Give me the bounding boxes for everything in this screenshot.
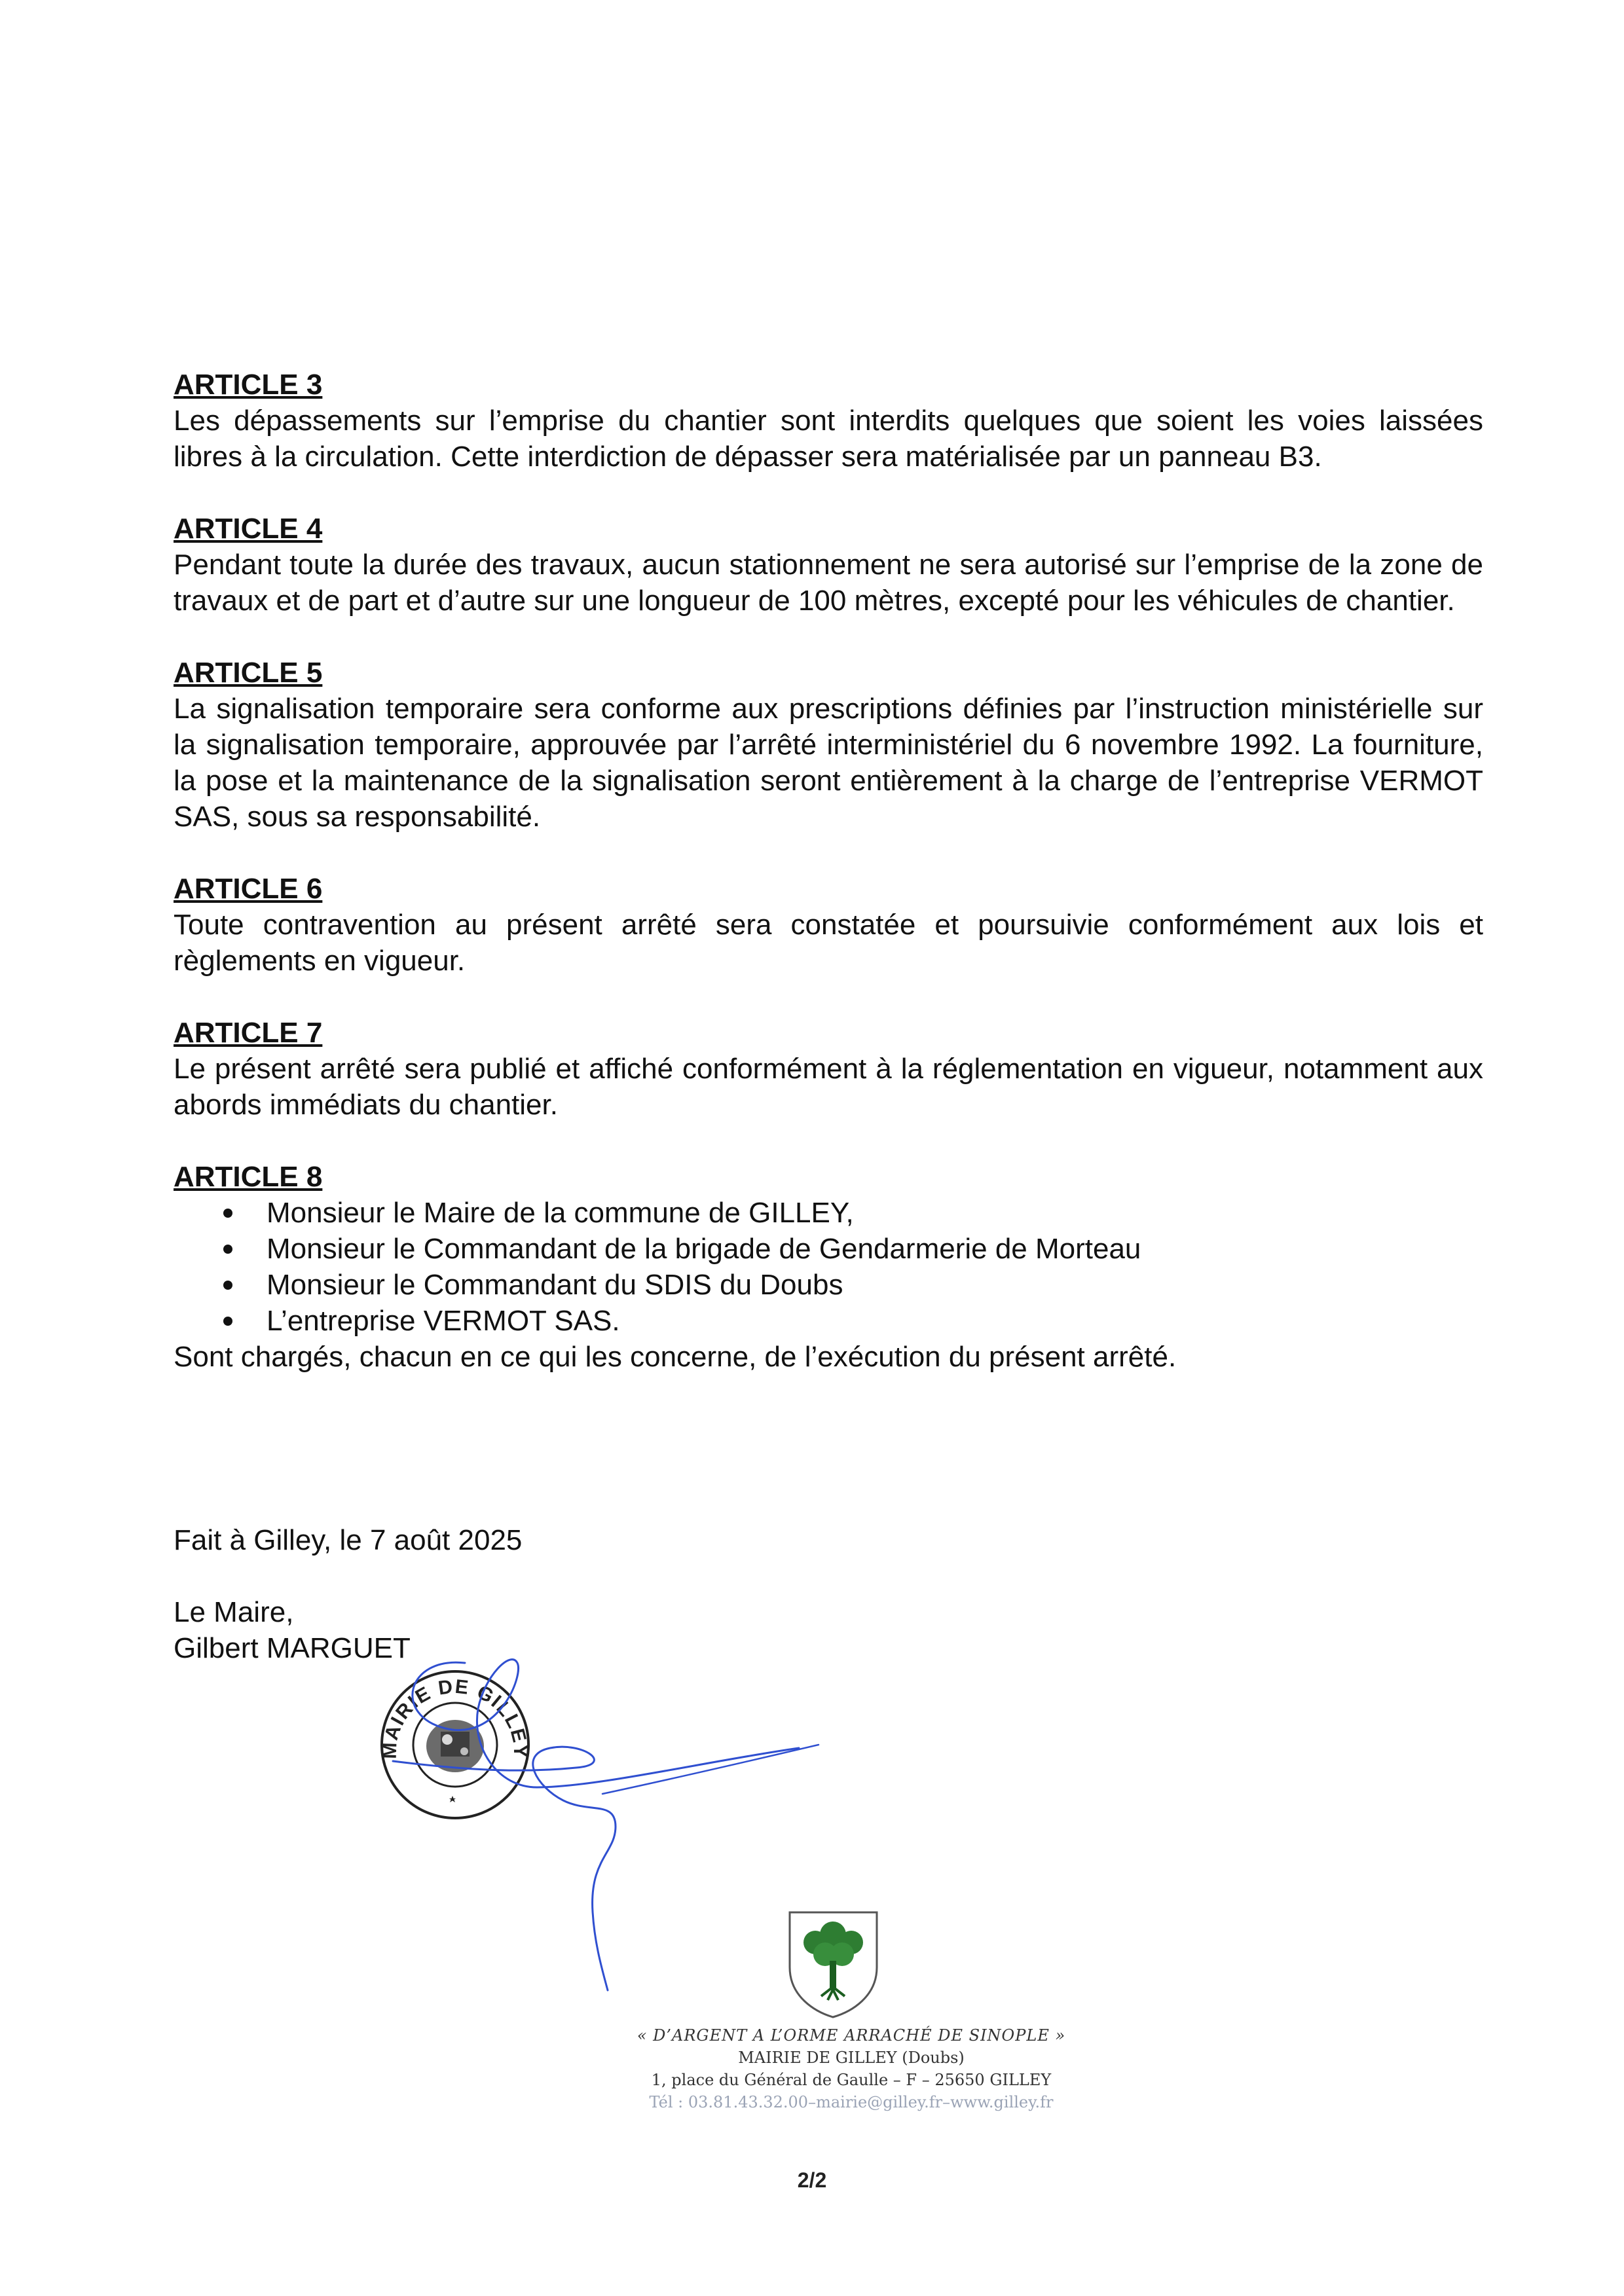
responsibles-list [174, 1195, 1483, 1339]
handwritten-signature-icon [367, 1637, 825, 2003]
article-8 [174, 1159, 1483, 1375]
list-item: Monsieur le Commandant de la brigade de Gendarmerie de Morteau [174, 1231, 1483, 1267]
article-text: Les dépassements sur l’emprise du chantier sont interdits quelques que soient les voies laissées libres à la circulation. Cette interdiction de dépasser sera matérialisée par un panneau B3. [174, 405, 1483, 473]
article-text: La signalisation temporaire sera conforme aux prescriptions définies par l’instruction ministérielle sur la signalisation temporaire, approuvée par l’arrêté interministériel du 6 novembre 1992. La fourniture, la pose et la maintenance de la signalisation seront entièrement à la charge de l’entreprise VERMOT SAS, sous sa responsabilité. [174, 693, 1483, 833]
article-title: ARTICLE 3 [174, 369, 323, 401]
bullet-icon [223, 1209, 232, 1218]
article-title: ARTICLE 4 [174, 513, 323, 545]
list-item: Monsieur le Maire de la commune de GILLEY, [174, 1195, 1483, 1231]
list-item: L’entreprise VERMOT SAS. [174, 1303, 1483, 1339]
municipal-crest-icon [786, 1908, 881, 2020]
signatory-role: Le Maire, [174, 1596, 294, 1628]
signatory-name: Gilbert MARGUET [174, 1632, 411, 1664]
article-3 [174, 367, 1483, 475]
place-date: Fait à Gilley, le 7 août 2025 [174, 1524, 523, 1556]
article-title: ARTICLE 7 [174, 1017, 323, 1049]
list-item: Monsieur le Commandant du SDIS du Doubs [174, 1267, 1483, 1303]
article-5 [174, 655, 1483, 835]
article-title: ARTICLE 5 [174, 657, 323, 689]
footer-contact: Tél : 03.81.43.32.00–mairie@gilley.fr–www.gilley.fr [649, 2093, 1054, 2111]
bullet-icon [223, 1317, 232, 1326]
execution-clause: Sont chargés, chacun en ce qui les concerne, de l’exécution du présent arrêté. [174, 1341, 1177, 1373]
bullet-icon [223, 1281, 232, 1290]
document-body [174, 367, 1483, 1411]
letterhead-footer [589, 2024, 1113, 2113]
article-text: Le présent arrêté sera publié et affiché conformément à la réglementation en vigueur, notamment aux abords immédiats du chantier. [174, 1053, 1483, 1121]
page-number: 2/2 [797, 2168, 827, 2192]
article-6 [174, 871, 1483, 979]
bullet-icon [223, 1245, 232, 1254]
footer-name: MAIRIE DE GILLEY (Doubs) [738, 2049, 965, 2067]
article-text: Pendant toute la durée des travaux, aucun stationnement ne sera autorisé sur l’emprise de la zone de travaux et de part et d’autre sur une longueur de 100 mètres, excepté pour les véhicules de chantier. [174, 549, 1483, 617]
article-text: Toute contravention au présent arrêté sera constatée et poursuivie conformément aux lois et règlements en vigueur. [174, 909, 1483, 977]
footer-address: 1, place du Général de Gaulle – F – 25650 GILLEY [651, 2071, 1052, 2089]
article-7 [174, 1015, 1483, 1123]
svg-text:MAIRIE DE GILLEY: MAIRIE DE GILLEY [378, 1675, 532, 1760]
article-title: ARTICLE 6 [174, 873, 323, 905]
article-4 [174, 511, 1483, 619]
footer-motto: « D’ARGENT A L’ORME ARRACHÉ DE SINOPLE » [637, 2026, 1066, 2045]
article-title: ARTICLE 8 [174, 1161, 323, 1193]
